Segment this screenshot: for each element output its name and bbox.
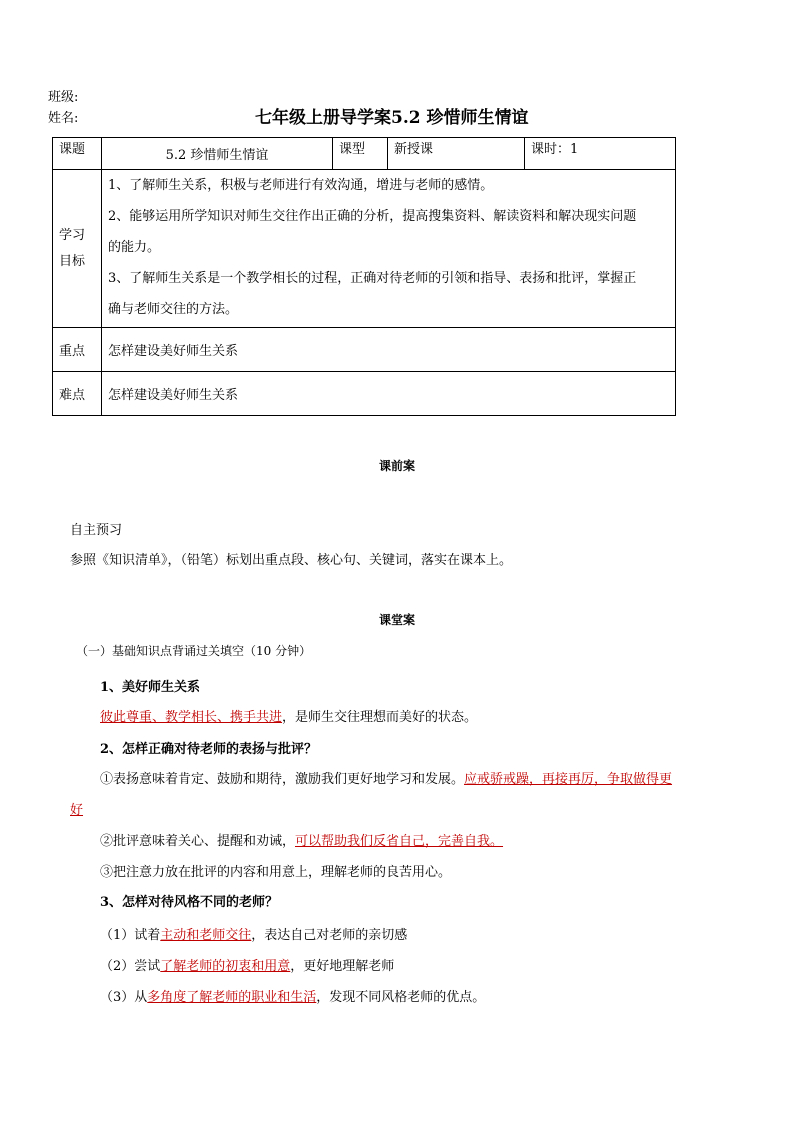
key-value: 怎样建设美好师生关系 xyxy=(102,328,676,372)
q3-c-red: 多角度了解老师的职业和生活 xyxy=(147,990,317,1005)
goal-line-4: 3、了解师生关系是一个教学相长的过程，正确对待老师的引领和指导、表扬和批评，掌握正 xyxy=(108,271,637,286)
goal-label-line-2: 目标 xyxy=(59,253,86,269)
q2-a-red2: 好 xyxy=(70,803,84,818)
q2-b-red: 可以帮助我们反省自己，完善自我。 xyxy=(295,834,504,849)
key-label: 重点 xyxy=(53,328,102,372)
q3-c-pre: （3）从 xyxy=(100,990,148,1005)
q3-b-pre: （2）尝试 xyxy=(100,959,161,974)
type-value: 新授课 xyxy=(388,138,525,170)
q3-b-red: 了解老师的初衷和用意 xyxy=(160,959,291,974)
q2-b-text: ②批评意味着关心、提醒和劝诫， xyxy=(100,834,296,849)
q2-c-line: ③把注意力放在批评的内容和用意上，理解老师的良苦用心。 xyxy=(100,865,452,880)
pre-class-title: 课前案 xyxy=(378,459,415,473)
q2-title: 2、怎样正确对待老师的表扬与批评？ xyxy=(100,742,318,757)
pre-class-text: 参照《知识清单》，（铅笔）标划出重点段、核心句、关键词，落实在课本上。 xyxy=(70,553,513,568)
pre-class-subtitle: 自主预习 xyxy=(70,523,123,538)
q3-a-line xyxy=(100,924,407,943)
goal-line-5: 确与老师交往的方法。 xyxy=(108,302,239,317)
q3-a-pre: （1）试着 xyxy=(100,928,161,943)
q2-a-text: ①表扬意味着肯定、鼓励和期待，激励我们更好地学习和发展。 xyxy=(100,772,465,787)
goal-line-2: 2、能够运用所学知识对师生交往作出正确的分析，提高搜集资料、解读资料和解决现实问题 xyxy=(108,209,637,224)
q3-a-post: ，表达自己对老师的亲切感 xyxy=(251,928,408,943)
q3-c-line xyxy=(100,986,485,1005)
goal-content xyxy=(102,170,676,328)
name-label: 姓名: xyxy=(48,111,79,126)
q2-b-line xyxy=(100,830,503,849)
q1-answer xyxy=(100,706,477,725)
q3-a-red: 主动和老师交往 xyxy=(160,928,252,943)
lesson-info-table xyxy=(52,137,676,416)
topic-label: 课题 xyxy=(53,138,102,170)
q1-red-answer: 彼此尊重、教学相长、携手共进 xyxy=(100,710,283,725)
topic-value: 5.2 珍惜师生情谊 xyxy=(102,138,333,170)
q2-a-line xyxy=(100,768,672,787)
q2-a-red: 应戒骄戒躁，再接再厉，争取做得更 xyxy=(464,772,673,787)
in-class-title: 课堂案 xyxy=(378,613,415,627)
q3-c-post: ，发现不同风格老师的优点。 xyxy=(316,990,486,1005)
q1-title: 1、美好师生关系 xyxy=(100,680,201,695)
page-title: 七年级上册导学案5.2 珍惜师生情谊 xyxy=(255,108,529,128)
goal-line-3: 的能力。 xyxy=(108,240,161,255)
goal-label xyxy=(53,170,102,328)
class-label: 班级: xyxy=(48,90,79,105)
q3-b-line xyxy=(100,955,394,974)
q2-a-cont xyxy=(70,799,83,818)
hours-label: 课时：1 xyxy=(525,138,676,170)
q1-rest: ，是师生交往理想而美好的状态。 xyxy=(282,710,478,725)
goal-label-line-1: 学习 xyxy=(59,227,86,243)
q3-b-post: ，更好地理解老师 xyxy=(290,959,395,974)
goal-line-1: 1、了解师生关系，积极与老师进行有效沟通，增进与老师的感情。 xyxy=(108,178,494,193)
q3-title: 3、怎样对待风格不同的老师？ xyxy=(100,895,279,910)
type-label: 课型 xyxy=(333,138,388,170)
hard-value: 怎样建设美好师生关系 xyxy=(102,372,676,416)
hard-label: 难点 xyxy=(53,372,102,416)
part1-heading: （一）基础知识点背诵过关填空（10 分钟） xyxy=(76,644,312,658)
